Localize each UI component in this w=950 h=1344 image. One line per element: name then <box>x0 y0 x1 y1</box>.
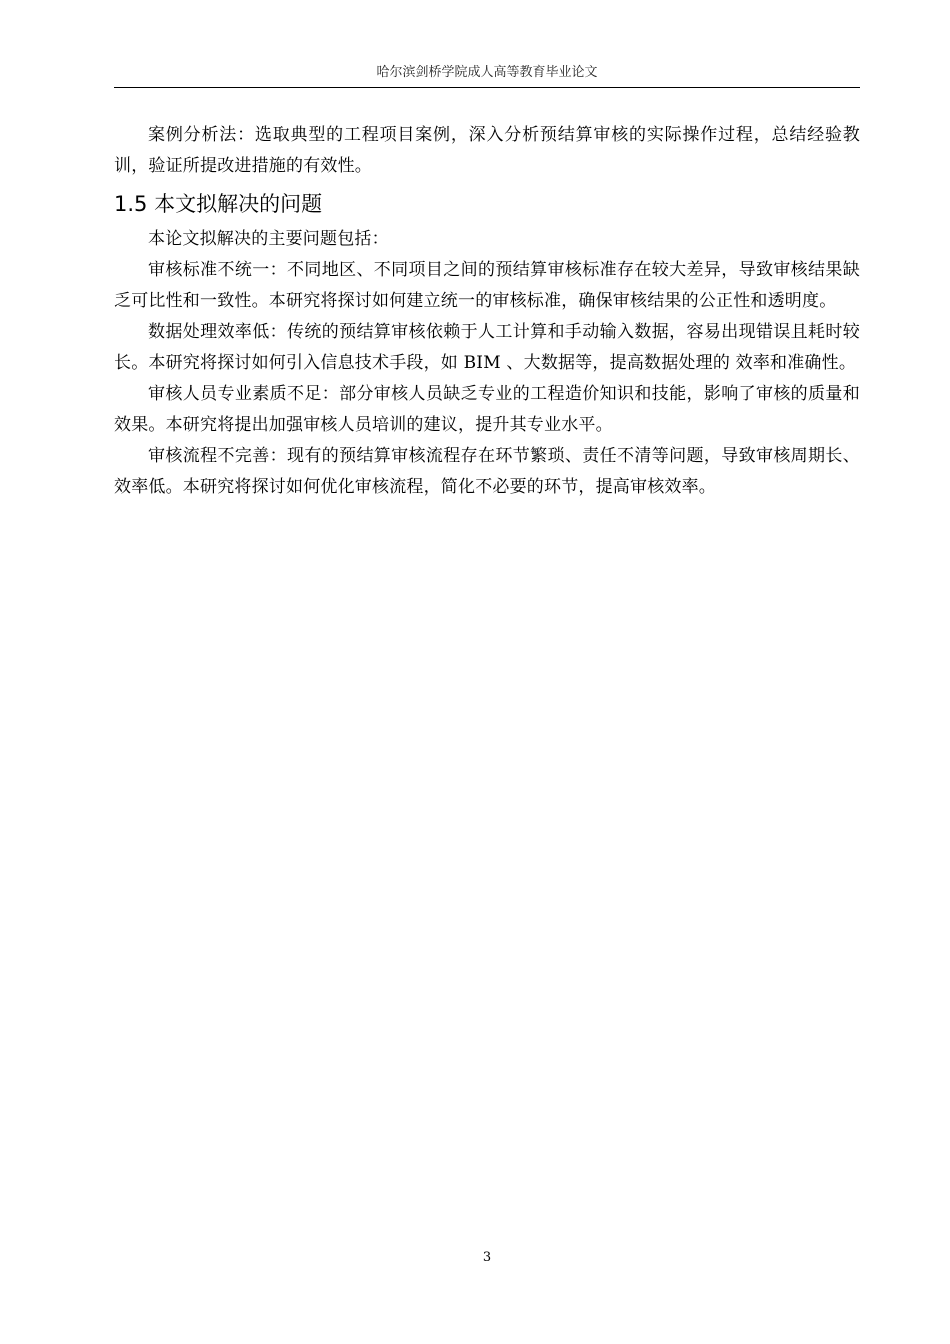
page-number: 3 <box>482 1250 492 1265</box>
section-heading: 1.5 本文拟解决的问题 <box>114 192 323 216</box>
body-text <box>114 120 860 503</box>
issue-paragraph-efficiency: 数据处理效率低：传统的预结算审核依赖于人工计算和手动输入数据，容易出现错误且耗时较长。本研究将探讨如何引入信息技术手段，如 BIM 、大数据等，提高数据处理的 效率和准确性。 <box>114 322 860 373</box>
header-divider <box>114 87 860 88</box>
intro-paragraph: 案例分析法：选取典型的工程项目案例，深入分析预结算审核的实际操作过程，总结经验教训，验证所提改进措施的有效性。 <box>114 125 860 176</box>
lead-paragraph: 本论文拟解决的主要问题包括： <box>148 229 389 249</box>
issue-paragraph-staff: 审核人员专业素质不足：部分审核人员缺乏专业的工程造价知识和技能，影响了审核的质量和效果。本研究将提出加强审核人员培训的建议，提升其专业水平。 <box>114 384 860 435</box>
issue-paragraph-standards: 审核标准不统一：不同地区、不同项目之间的预结算审核标准存在较大差异，导致审核结果缺乏可比性和一致性。本研究将探讨如何建立统一的审核标准，确保审核结果的公正性和透明度。 <box>114 260 860 311</box>
running-header: 哈尔滨剑桥学院成人高等教育毕业论文 <box>376 65 598 80</box>
issue-paragraph-process: 审核流程不完善：现有的预结算审核流程存在环节繁琐、责任不清等问题，导致审核周期长、效率低。本研究将探讨如何优化审核流程，简化不必要的环节，提高审核效率。 <box>114 446 860 497</box>
